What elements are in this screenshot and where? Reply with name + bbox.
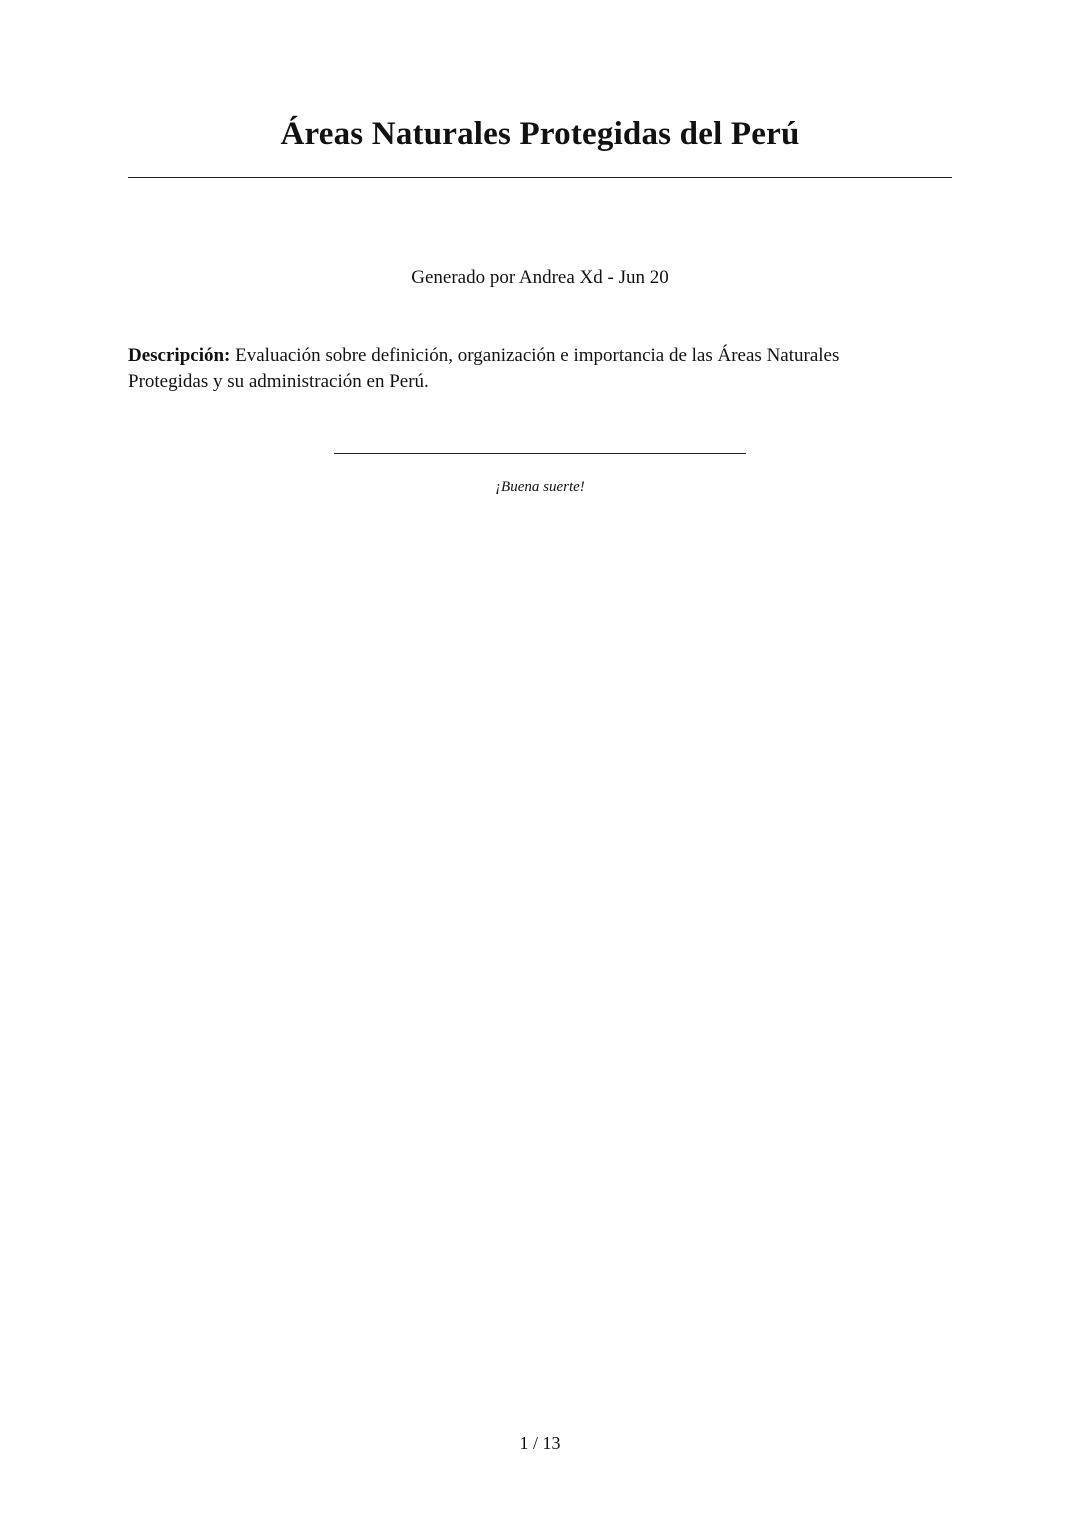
closing-message: ¡Buena suerte! [495,479,585,495]
section-divider [334,453,746,454]
document-title: Áreas Naturales Protegidas del Perú [280,116,800,152]
description-text: Evaluación sobre definición, organización e importancia de las Áreas Naturales Protegidas y su administración en Perú. [128,345,840,392]
title-divider [128,177,952,178]
byline: Generado por Andrea Xd - Jun 20 [411,267,669,288]
page-number: 1 / 13 [519,1433,561,1453]
description-label: Descripción: [128,345,231,366]
description-paragraph [128,343,918,395]
